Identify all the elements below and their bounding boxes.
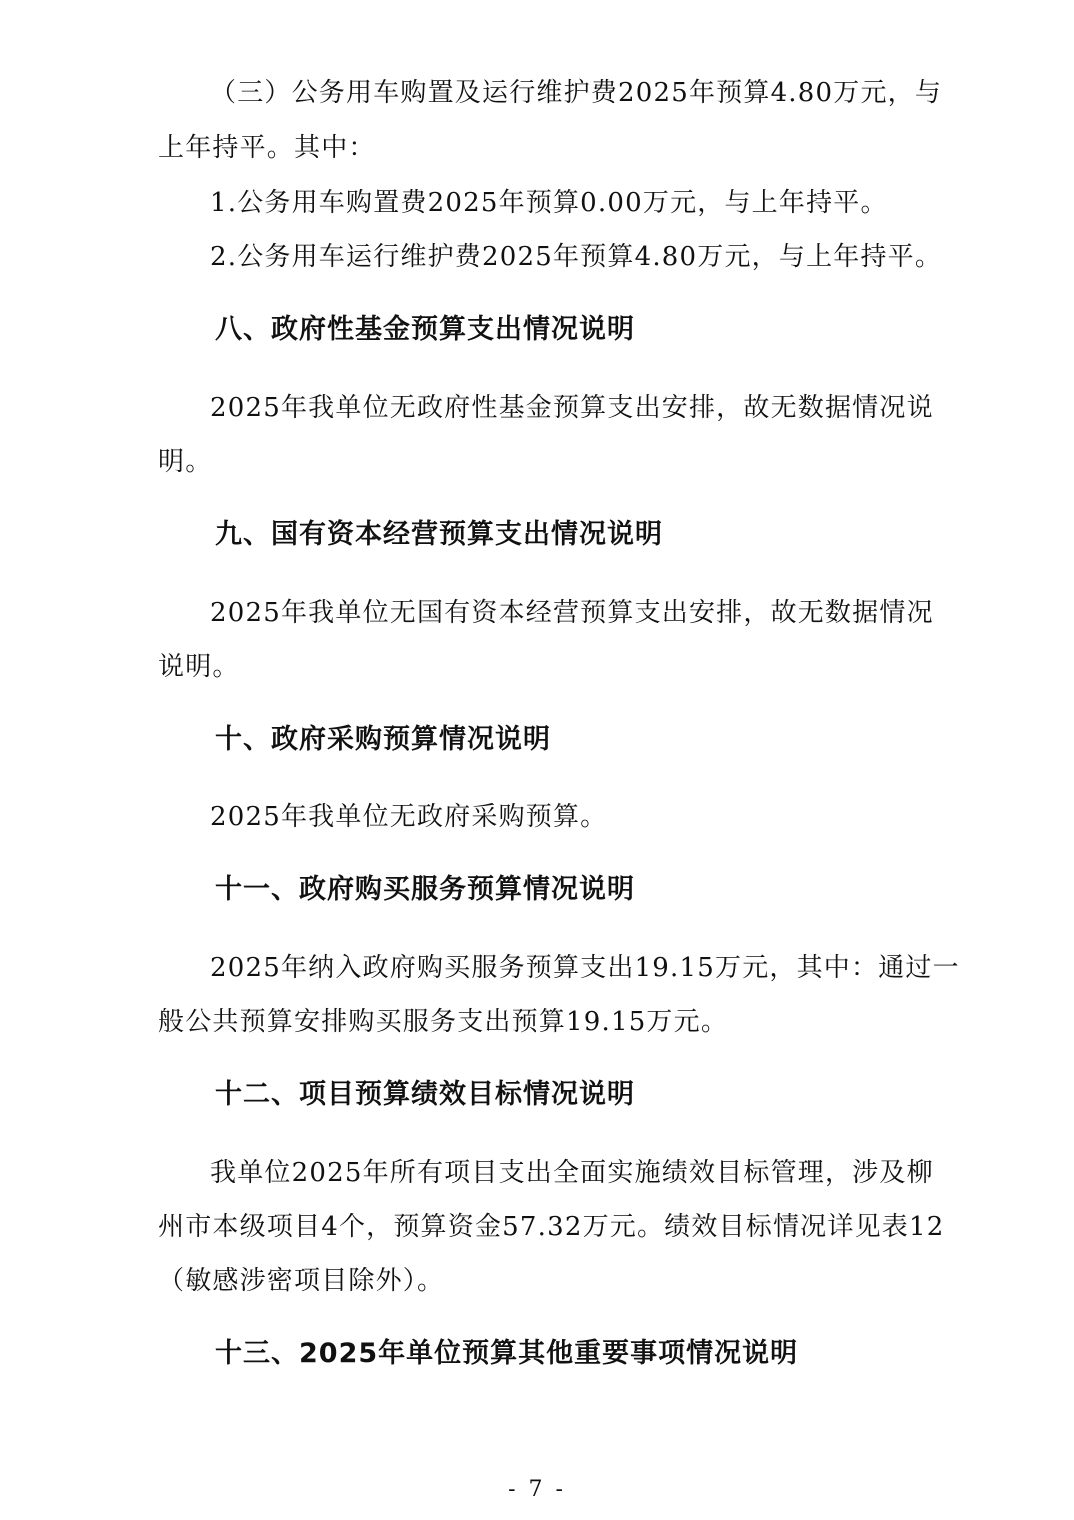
section-heading-state-capital: 九、国有资本经营预算支出情况说明 (215, 519, 663, 550)
vehicle-maintenance-item: 2.公务用车运行维护费2025年预算4.80万元，与上年持平。 (210, 242, 943, 272)
performance-goals-paragraph-line-2: 州市本级项目4个，预算资金57.32万元。绩效目标情况详见表12 (158, 1212, 945, 1242)
page-number: - 7 - (508, 1477, 566, 1502)
section-heading-performance-goals: 十二、项目预算绩效目标情况说明 (215, 1079, 635, 1110)
section-heading-procurement: 十、政府采购预算情况说明 (215, 724, 551, 755)
vehicle-purchase-item: 1.公务用车购置费2025年预算0.00万元，与上年持平。 (210, 188, 888, 218)
performance-goals-paragraph-line-1: 我单位2025年所有项目支出全面实施绩效目标管理，涉及柳 (210, 1158, 934, 1188)
purchased-services-paragraph-line-2: 般公共预算安排购买服务支出预算19.15万元。 (158, 1007, 729, 1037)
section-heading-other-matters: 十三、2025年单位预算其他重要事项情况说明 (215, 1338, 799, 1369)
government-fund-paragraph-line-1: 2025年我单位无政府性基金预算支出安排，故无数据情况说 (210, 393, 934, 423)
state-capital-paragraph-line-2: 说明。 (158, 652, 240, 682)
section-heading-government-fund: 八、政府性基金预算支出情况说明 (215, 314, 635, 345)
purchased-services-paragraph-line-1: 2025年纳入政府购买服务预算支出19.15万元，其中：通过一 (210, 953, 960, 983)
vehicle-cost-paragraph-line-1: （三）公务用车购置及运行维护费2025年预算4.80万元，与 (210, 78, 943, 108)
state-capital-paragraph-line-1: 2025年我单位无国有资本经营预算支出安排，故无数据情况 (210, 598, 934, 628)
procurement-paragraph-line-1: 2025年我单位无政府采购预算。 (210, 802, 608, 832)
performance-goals-paragraph-line-3: （敏感涉密项目除外）。 (158, 1266, 445, 1296)
vehicle-cost-paragraph-line-2: 上年持平。其中： (158, 133, 376, 163)
section-heading-purchased-services: 十一、政府购买服务预算情况说明 (215, 874, 635, 905)
government-fund-paragraph-line-2: 明。 (158, 447, 213, 477)
